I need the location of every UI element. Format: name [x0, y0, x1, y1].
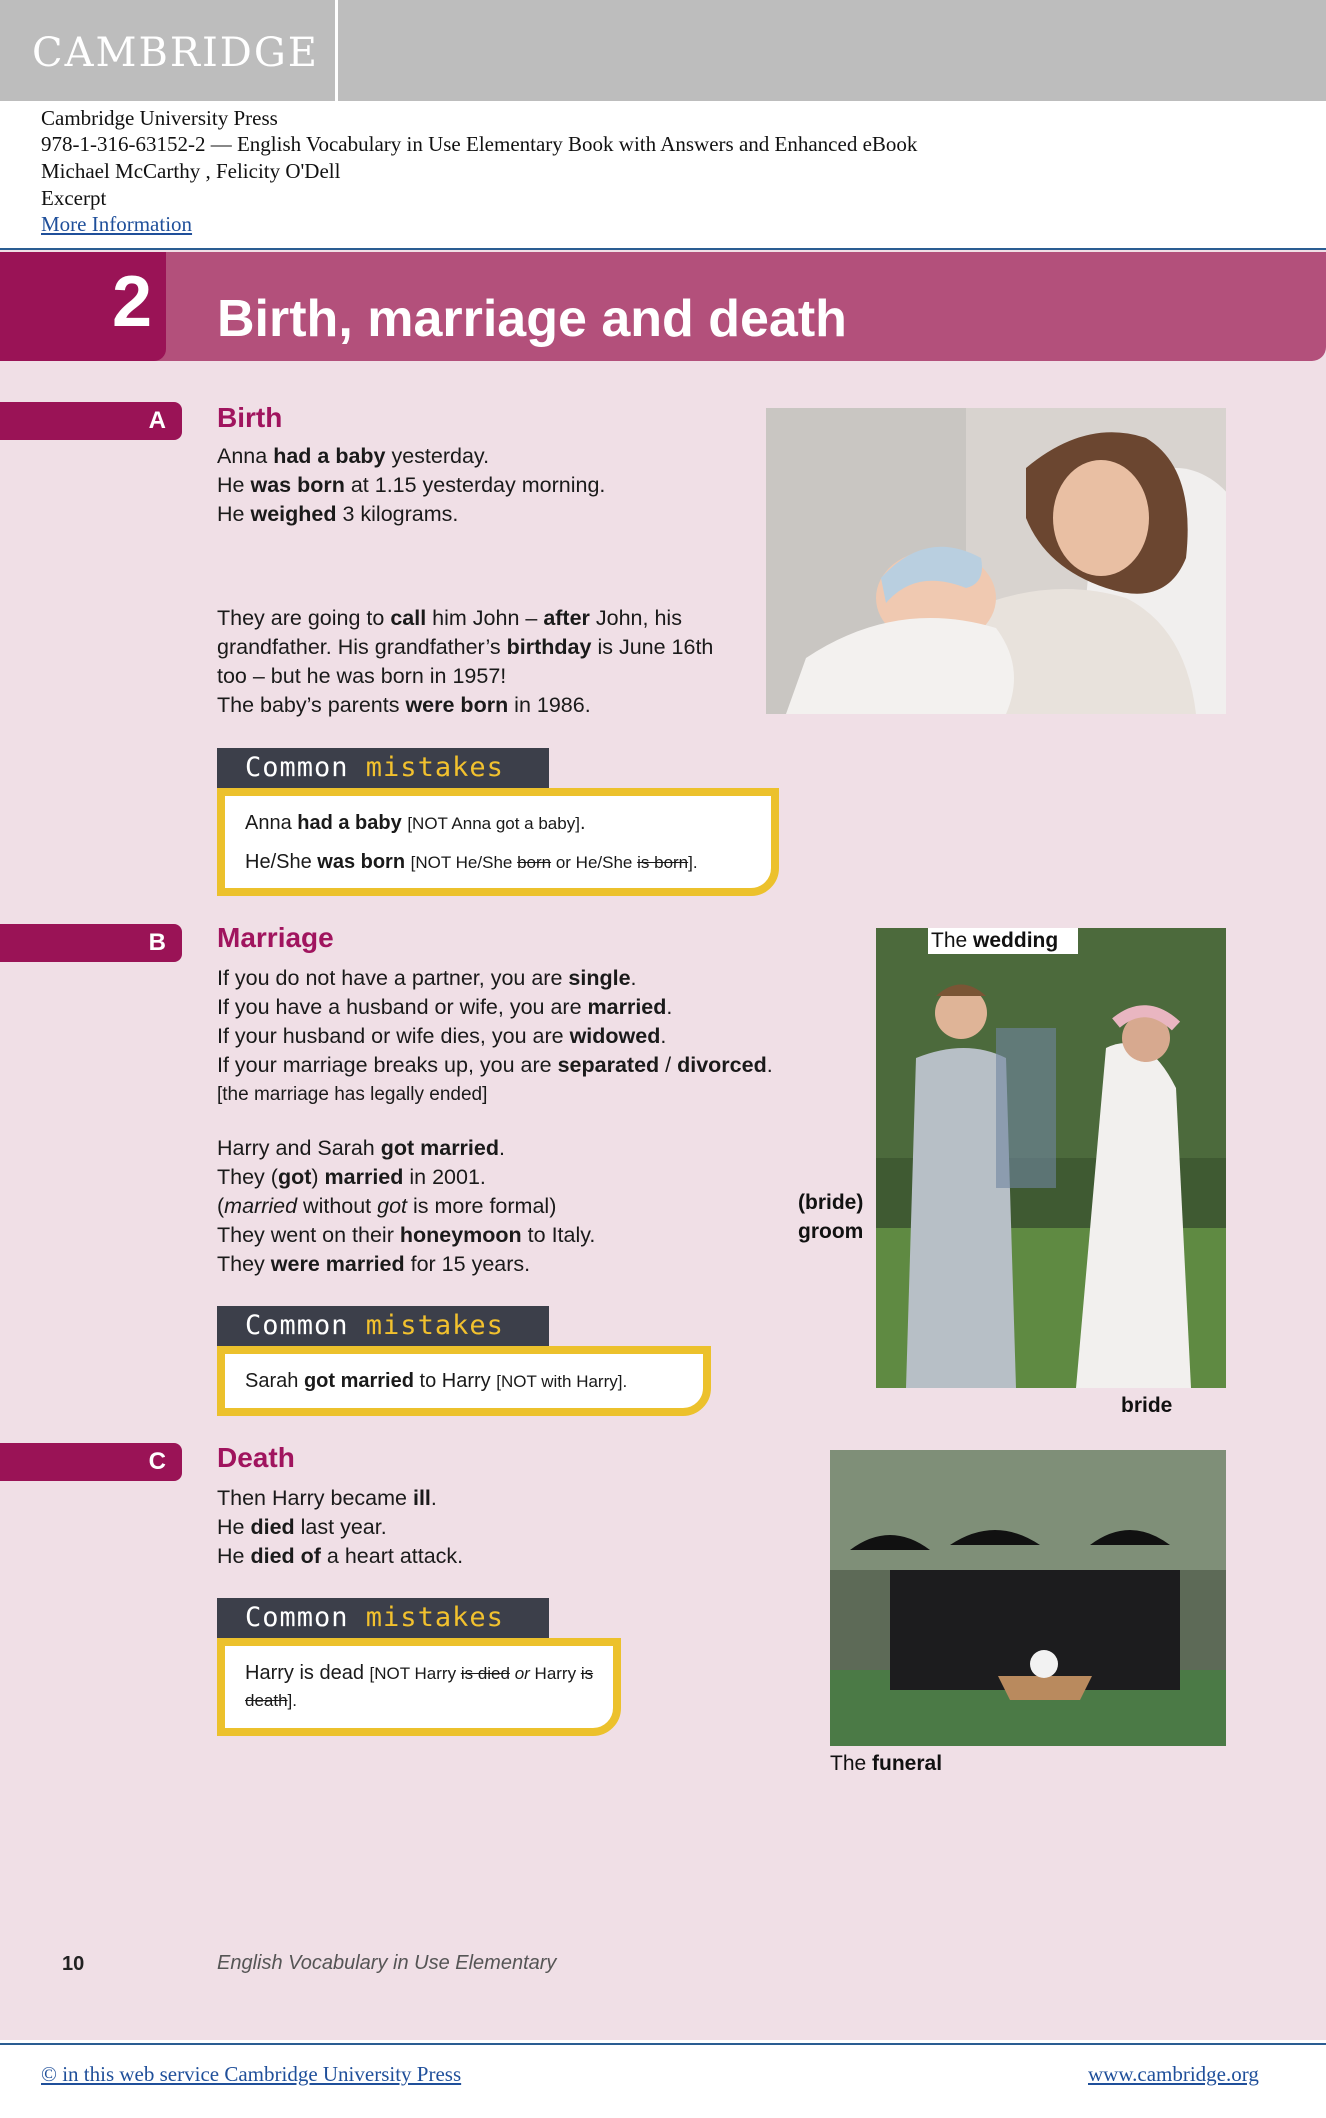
common-mistakes-box: [217, 1638, 621, 1736]
wedding-caption: The wedding: [931, 929, 1059, 952]
cambridge-logo: CAMBRIDGE: [32, 30, 319, 76]
website-link[interactable]: www.cambridge.org: [1088, 2062, 1259, 2086]
marriage-line: (married without got is more formal): [217, 1194, 557, 1218]
book-authors: Michael McCarthy , Felicity O'Dell: [41, 159, 341, 183]
marriage-line: If you have a husband or wife, you are married.: [217, 995, 673, 1019]
page-number: 10: [62, 1953, 85, 1975]
birth-line: He weighed 3 kilograms.: [217, 502, 459, 526]
birth-naming-paragraph: [217, 604, 727, 720]
marriage-note: [the marriage has legally ended]: [217, 1084, 488, 1105]
marriage-line: If you do not have a partner, you are single.: [217, 966, 637, 990]
copyright-link[interactable]: © in this web service Cambridge University Press: [41, 2062, 462, 2086]
death-line: He died of a heart attack.: [217, 1544, 464, 1568]
death-line: Then Harry became ill.: [217, 1486, 437, 1510]
wedding-photo: [876, 928, 1226, 1388]
birth-naming-text: They are going to call him John – after John, his grandfather. His grandfather’s birthday is June 16th too – but he was born in 1957!: [217, 606, 714, 688]
marriage-line: They went on their honeymoon to Italy.: [217, 1223, 596, 1247]
birth-parents-line: The baby’s parents were born in 1986.: [217, 693, 591, 717]
section-tab-a: A: [0, 402, 182, 440]
marriage-line: If your marriage breaks up, you are separated / divorced.: [217, 1053, 773, 1077]
groom-label: (bride) groom: [798, 1191, 864, 1243]
funeral-photo: [830, 1450, 1226, 1746]
unit-title: Birth, marriage and death: [217, 290, 847, 348]
birth-text-block: [217, 442, 737, 529]
marriage-line: They (got) married in 2001.: [217, 1165, 486, 1189]
marriage-line: They were married for 15 years.: [217, 1252, 531, 1276]
footer-book-title: English Vocabulary in Use Elementary: [217, 1952, 557, 1974]
unit-number: 2: [111, 262, 152, 342]
publisher-name: Cambridge University Press: [41, 106, 278, 130]
more-information-link[interactable]: More Information: [41, 212, 193, 236]
marriage-line: If your husband or wife dies, you are widowed.: [217, 1024, 667, 1048]
common-mistakes-header: Common mistakes: [217, 1598, 549, 1638]
death-text-block: [217, 1484, 677, 1571]
bride-label: bride: [1121, 1394, 1173, 1417]
marriage-line: Harry and Sarah got married.: [217, 1136, 505, 1160]
section-tab-c: C: [0, 1443, 182, 1481]
mistake-item: Sarah got married to Harry [NOT with Harry].: [245, 1370, 628, 1392]
section-tab-b: B: [0, 924, 182, 962]
mistake-item: Harry is dead [NOT Harry is died or Harry is death].: [245, 1662, 594, 1710]
banner-divider: [335, 0, 338, 101]
mother-and-newborn-photo: [766, 408, 1226, 714]
section-heading-death: Death: [217, 1442, 295, 1473]
funeral-caption: The funeral: [830, 1752, 943, 1775]
birth-line: He was born at 1.15 yesterday morning.: [217, 473, 606, 497]
marriage-text-block: [217, 964, 817, 1109]
common-mistakes-header: Common mistakes: [217, 748, 549, 788]
common-mistakes-box: [217, 788, 779, 896]
death-line: He died last year.: [217, 1515, 387, 1539]
marriage-text-block-2: [217, 1134, 677, 1279]
book-isbn-title: 978-1-316-63152-2 — English Vocabulary in Use Elementary Book with Answers and Enhanced eBook: [41, 132, 918, 156]
section-heading-marriage: Marriage: [217, 922, 334, 953]
mistake-item: Anna had a baby [NOT Anna got a baby].: [245, 812, 586, 834]
common-mistakes-header: Common mistakes: [217, 1306, 549, 1346]
mistake-item: He/She was born [NOT He/She born or He/She is born].: [245, 851, 698, 873]
birth-line: Anna had a baby yesterday.: [217, 444, 490, 468]
excerpt-label: Excerpt: [41, 186, 107, 210]
section-heading-birth: Birth: [217, 402, 283, 433]
footer-divider: [0, 2043, 1326, 2045]
common-mistakes-box: [217, 1346, 711, 1416]
